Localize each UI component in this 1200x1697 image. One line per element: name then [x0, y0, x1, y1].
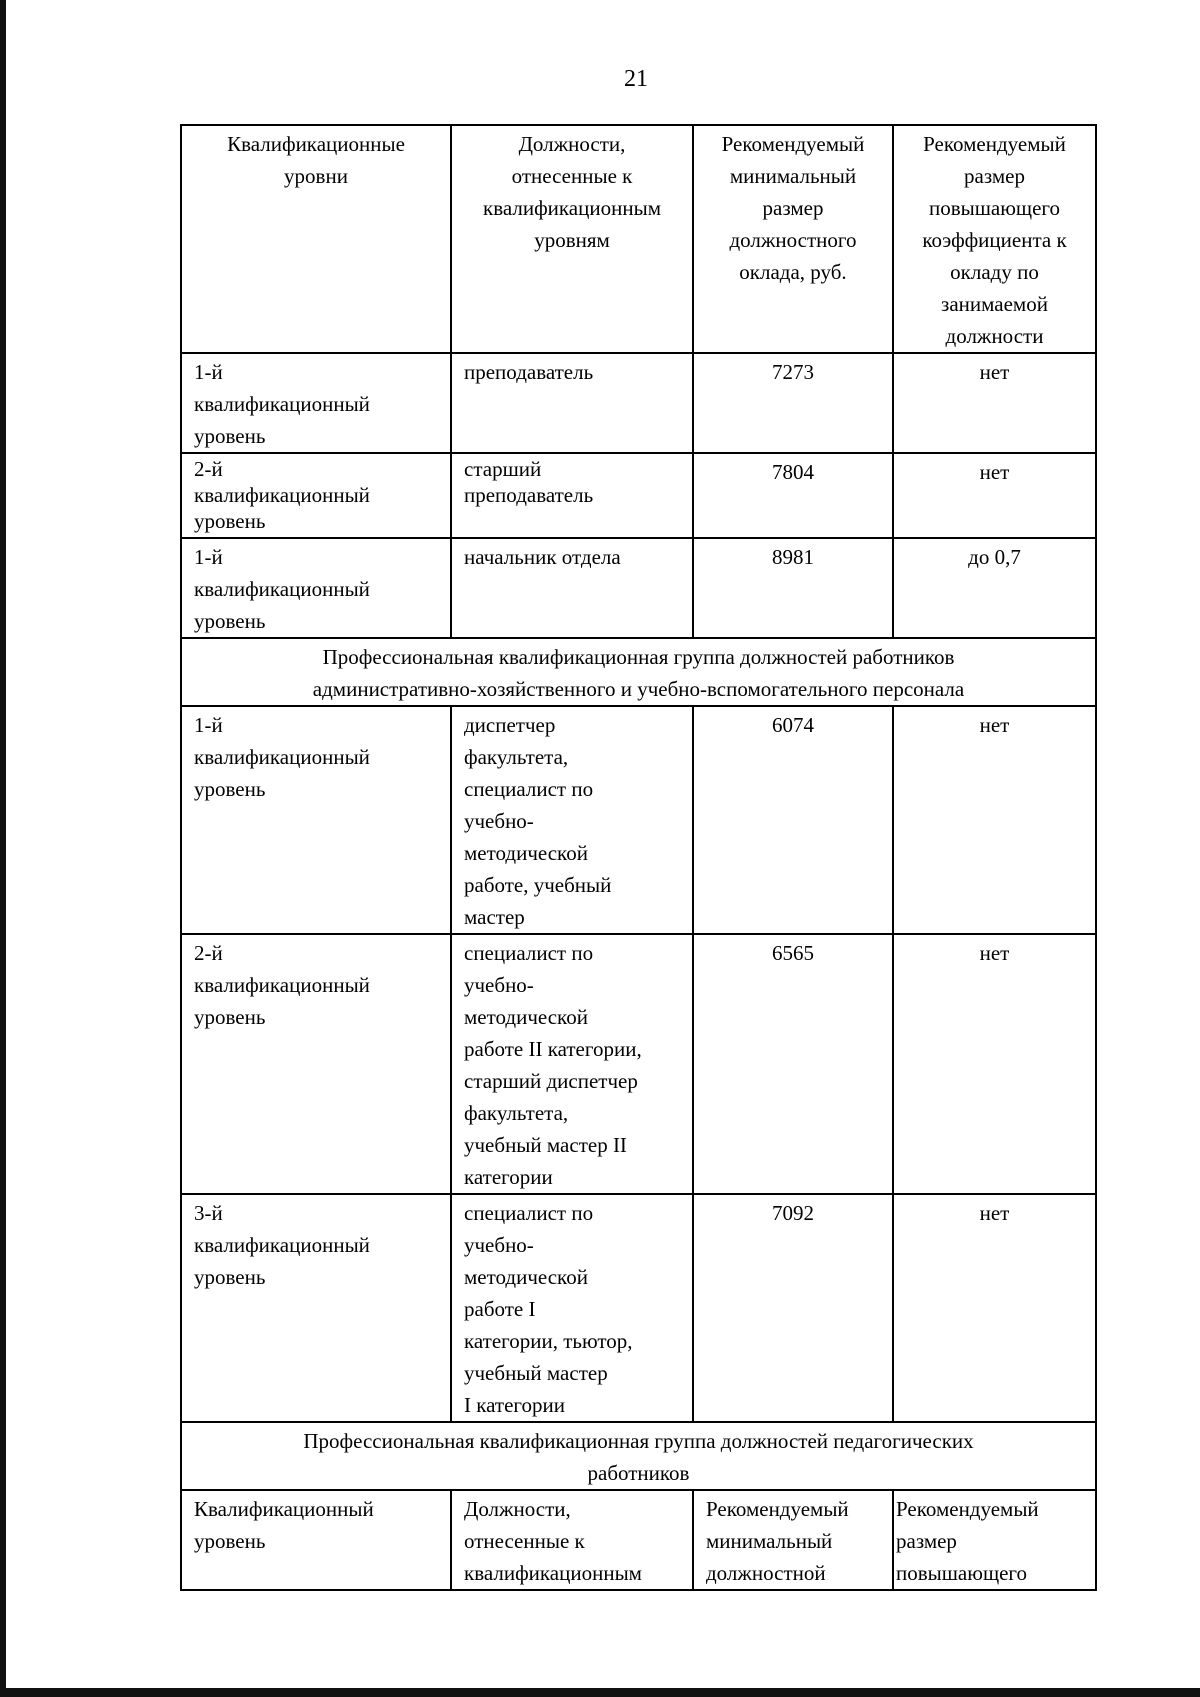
positions-cell: старший преподаватель [451, 453, 693, 538]
scan-bottom-border [0, 1688, 1200, 1697]
level-cell: 1-й квалификационный уровень [181, 353, 451, 453]
salary-cell: 8981 [693, 538, 893, 638]
table-row [181, 706, 1096, 934]
scan-left-border [0, 0, 6, 1697]
coefficient-cell: нет [893, 1194, 1096, 1422]
coefficient-cell: до 0,7 [893, 538, 1096, 638]
level-cell: 2-й квалификационный уровень [181, 453, 451, 538]
salary-cell: 6565 [693, 934, 893, 1194]
coefficient-cell: нет [893, 453, 1096, 538]
header2-level: Квалификационный уровень [181, 1490, 451, 1590]
level-cell: 2-й квалификационный уровень [181, 934, 451, 1194]
salary-cell: 7273 [693, 353, 893, 453]
group-heading-row [181, 1422, 1096, 1490]
group-heading-row [181, 638, 1096, 706]
table-row [181, 1194, 1096, 1422]
header-positions: Должности, отнесенные к квалификационным уровням [451, 125, 693, 353]
table-row [181, 353, 1096, 453]
table-row [181, 538, 1096, 638]
salary-cell: 7092 [693, 1194, 893, 1422]
table-subheader-row [181, 1490, 1096, 1590]
positions-cell: диспетчер факультета, специалист по учебно- методической работе, учебный мастер [451, 706, 693, 934]
header-level: Квалификационные уровни [181, 125, 451, 353]
level-cell: 3-й квалификационный уровень [181, 1194, 451, 1422]
salary-cell: 6074 [693, 706, 893, 934]
level-cell: 1-й квалификационный уровень [181, 706, 451, 934]
header2-coefficient: Рекомендуемый размер повышающего [893, 1490, 1096, 1590]
header2-positions: Должности, отнесенные к квалификационным [451, 1490, 693, 1590]
table-row [181, 934, 1096, 1194]
group-heading-admin: Профессиональная квалификационная группа должностей работников административно-хозяйственного и учебно-вспомогательного персонала [181, 638, 1096, 706]
table-row [181, 453, 1096, 538]
table-header-row [181, 125, 1096, 353]
header-coefficient: Рекомендуемый размер повышающего коэффициента к окладу по занимаемой должности [893, 125, 1096, 353]
coefficient-cell: нет [893, 706, 1096, 934]
level-cell: 1-й квалификационный уровень [181, 538, 451, 638]
page-number: 21 [624, 66, 648, 92]
positions-cell: специалист по учебно- методической работе I категории, тьютор, учебный мастер I категории [451, 1194, 693, 1422]
positions-cell: специалист по учебно- методической работе II категории, старший диспетчер факультета, учебный мастер II категории [451, 934, 693, 1194]
coefficient-cell: нет [893, 353, 1096, 453]
coefficient-cell: нет [893, 934, 1096, 1194]
positions-cell: преподаватель [451, 353, 693, 453]
salary-cell: 7804 [693, 453, 893, 538]
positions-cell: начальник отдела [451, 538, 693, 638]
header-salary: Рекомендуемый минимальный размер должностного оклада, руб. [693, 125, 893, 353]
group-heading-pedagogical: Профессиональная квалификационная группа должностей педагогических работников [181, 1422, 1096, 1490]
qualification-table [180, 124, 1097, 1591]
header2-salary: Рекомендуемый минимальный должностной [693, 1490, 893, 1590]
